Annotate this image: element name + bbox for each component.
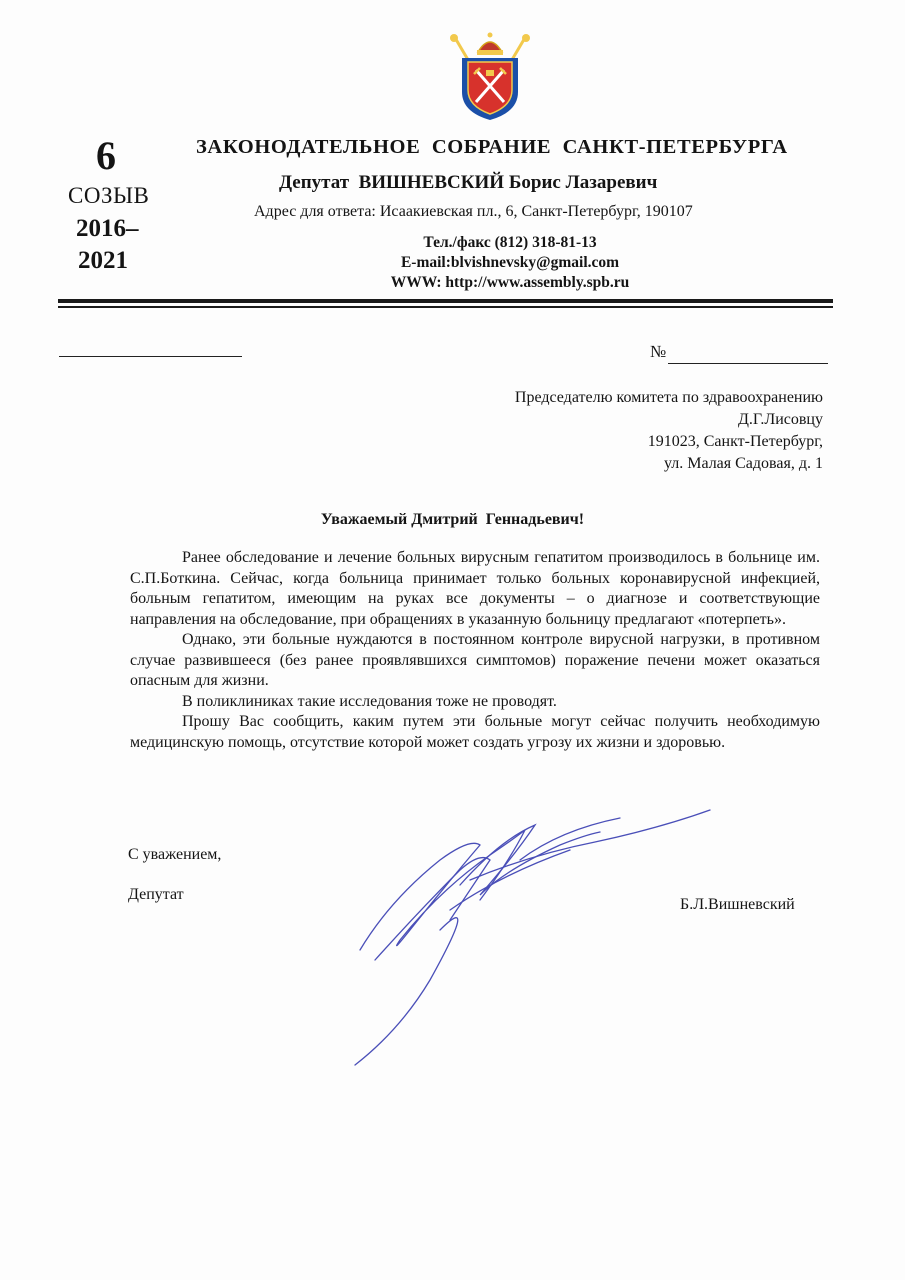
date-blank-line — [59, 356, 242, 357]
website: WWW: http://www.assembly.spb.ru — [390, 274, 630, 291]
closing: С уважением, — [128, 846, 222, 863]
recipient-block — [515, 387, 823, 475]
recipient-line: Председателю комитета по здравоохранению — [514, 389, 823, 406]
letter-body — [130, 548, 820, 753]
phone-fax: Тел./факс (812) 318-81-13 — [423, 234, 597, 251]
recipient-line: ул. Малая Садовая, д. 1 — [663, 455, 823, 472]
salutation: Уважаемый Дмитрий Геннадьевич! — [320, 511, 585, 528]
email: E-mail:blvishnevsky@gmail.com — [400, 254, 620, 271]
coat-of-arms-icon — [444, 30, 536, 122]
recipient-line: 191023, Санкт-Петербург, — [647, 433, 823, 450]
convocation-number: 6 — [96, 133, 116, 178]
header-rule-thin — [58, 306, 833, 308]
organization-title: ЗАКОНОДАТЕЛЬНОЕ СОБРАНИЕ САНКТ-ПЕТЕРБУРГА — [196, 136, 788, 158]
deputy-name: Депутат ВИШНЕВСКИЙ Борис Лазаревич — [279, 172, 658, 193]
reference-number-blank-line — [668, 363, 828, 364]
convocation-years-start: 2016– — [76, 215, 139, 242]
reference-number-label: № — [650, 342, 667, 361]
signer-name: Б.Л.Вишневский — [680, 896, 795, 913]
recipient-line: Д.Г.Лисовцу — [738, 411, 823, 428]
body-paragraph: Прошу Вас сообщить, каким путем эти больные могут сейчас получить необходимую медицинскую помощь, отсутствие которой может создать угрозу их жизни и здоровью. — [130, 713, 820, 751]
body-paragraph: Однако, эти больные нуждаются в постоянном контроле вирусной нагрузки, в противном случае развившееся (без ранее проявлявшихся симптомов) поражение печени может оказаться опасным для жизни. — [130, 631, 820, 689]
body-paragraph: В поликлиниках такие исследования тоже не проводят. — [182, 692, 557, 710]
handwritten-signature — [330, 800, 750, 1070]
convocation-label: СОЗЫВ — [68, 183, 150, 208]
reply-address: Адрес для ответа: Исаакиевская пл., 6, Санкт-Петербург, 190107 — [254, 203, 693, 220]
header-rule-thick — [58, 299, 833, 303]
body-paragraph: Ранее обследование и лечение больных вирусным гепатитом производилось в больнице им. С.П.Боткина. Сейчас, когда больница принимает только больных коронавирусной инфекцией, больным гепатитом, имеющим на руках все документы – о диагнозе и соответствующие направления на обследование, при обращениях в указанную больницу предлагают «потерпеть». — [130, 549, 820, 628]
signer-role: Депутат — [128, 886, 184, 903]
convocation-years-end: 2021 — [78, 247, 128, 274]
